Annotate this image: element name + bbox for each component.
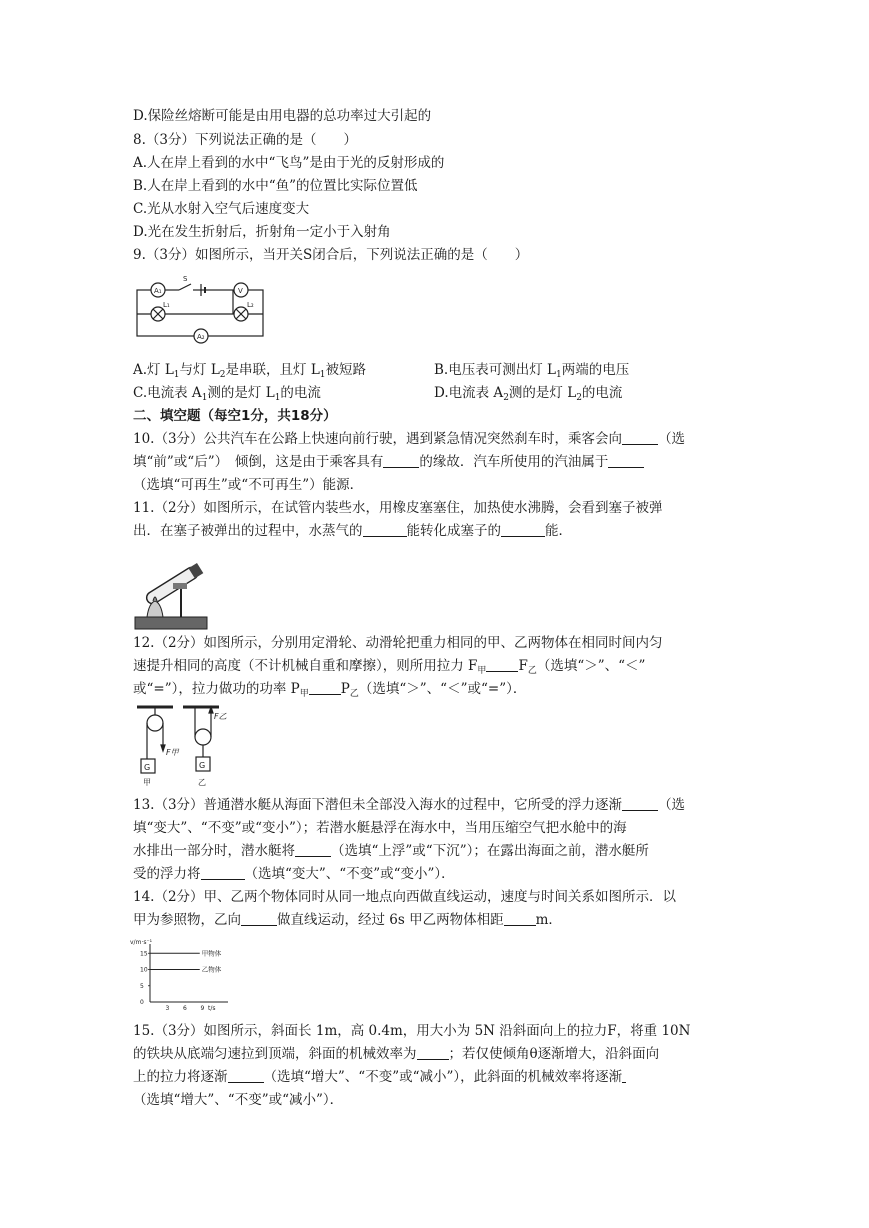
svg-text:G: G xyxy=(144,763,151,772)
q15-line1: 15.（3分）如图所示，斜面长 1m，高 0.4m，用大小为 5N 沿斜面向上的拉力F，将重 10N xyxy=(133,1023,691,1039)
q14-line2: 甲为参照物，乙向 做直线运动，经过 6s 甲乙两物体相距 m． xyxy=(133,912,562,928)
answer-blank xyxy=(486,657,518,672)
q12-line1: 12.（2分）如图所示，分别用定滑轮、动滑轮把重力相同的甲、乙两物体在相同时间内匀 xyxy=(133,635,663,651)
answer-blank xyxy=(309,680,341,695)
velocity-time-chart xyxy=(128,936,248,1016)
chart-y-tick-label: 5 xyxy=(140,982,144,990)
q10-line2: 填“前”或“后”） 倾倒，这是由于乘客具有 的缘故．汽车所使用的汽油属于 xyxy=(133,451,644,473)
answer-blank xyxy=(622,1068,626,1083)
q10-line3: （选填“可再生”或“不可再生”）能源． xyxy=(133,477,364,493)
pulley-figure xyxy=(133,703,233,789)
circuit-diagram xyxy=(133,272,273,348)
q9-stem: 9.（3分）如图所示，当开关S闭合后，下列说法正确的是（ ） xyxy=(133,247,529,263)
chart-x-tick-label: 3 xyxy=(165,1005,170,1012)
answer-blank xyxy=(363,522,407,537)
q8-option-c: C.光从水射入空气后速度变大 xyxy=(133,201,310,217)
q9-option-a: A.灯 $L_1$与灯 $L_2$是串联，且灯 $L_1$被短路 xyxy=(133,362,367,380)
q15-line2: 的铁块从底端匀速拉到顶端，斜面的机械效率为 ；若仅使倾角θ逐渐增大，沿斜面向 xyxy=(133,1046,660,1062)
svg-text:L₂: L₂ xyxy=(247,301,254,309)
q12-line2: 速提升相同的高度（不计机械自重和摩擦），则所用拉力 $F_甲$ $F_乙$（选填“＞”、“＜” xyxy=(133,658,646,676)
answer-blank xyxy=(201,865,245,880)
q8-option-a: A.人在岸上看到的水中“飞鸟”是由于光的反射形成的 xyxy=(133,155,445,171)
svg-text:F甲: F甲 xyxy=(166,748,179,757)
q15-line4: （选填“增大”、“不变”或“减小”）． xyxy=(133,1092,344,1108)
q15-line3: 上的拉力将逐渐 （选填“增大”、“不变”或“减小”），此斜面的机械效率将逐渐 xyxy=(133,1066,626,1088)
q13-line1: 13.（3分）普通潜水艇从海面下潜但未全部没入海水的过程中，它所受的浮力逐渐 （选 xyxy=(133,797,686,813)
svg-text:L₁: L₁ xyxy=(163,301,170,309)
answer-blank xyxy=(622,430,658,445)
q11-line1: 11.（2分）如图所示，在试管内装些水，用橡皮塞塞住，加热使水沸腾，会看到塞子被弹 xyxy=(133,500,663,516)
q9-option-b: B.电压表可测出灯 $L_1$两端的电压 xyxy=(434,362,630,380)
chart-series-label: 甲物体 xyxy=(201,949,222,958)
chart-y-axis-label: v/m·s⁻¹ xyxy=(130,939,153,946)
answer-blank xyxy=(295,842,331,857)
q14-line1: 14.（2分）甲、乙两个物体同时从同一地点向西做直线运动，速度与时间关系如图所示．以 xyxy=(133,889,677,905)
q8-stem: 8.（3分）下列说法正确的是（ ） xyxy=(133,132,357,148)
section-title: 二、填空题（每空1分，共18分） xyxy=(133,408,337,424)
svg-text:乙: 乙 xyxy=(198,778,206,787)
answer-blank xyxy=(622,796,658,811)
answer-blank xyxy=(417,1045,449,1060)
svg-text:V: V xyxy=(238,287,243,295)
chart-x-tick-label: 6 xyxy=(183,1005,187,1012)
answer-blank xyxy=(504,911,536,926)
q13-line4: 受的浮力将 （选填“变大”、“不变”或“变小”）． xyxy=(133,866,455,882)
svg-text:甲: 甲 xyxy=(143,778,151,787)
chart-x-axis-label: t/s xyxy=(208,1005,216,1012)
svg-text:A₁: A₁ xyxy=(154,287,162,295)
svg-text:F乙: F乙 xyxy=(214,712,227,721)
svg-text:S: S xyxy=(183,275,188,283)
q9-option-d: D.电流表 $A_2$测的是灯 $L_2$的电流 xyxy=(434,385,623,403)
q11-line2: 出．在塞子被弹出的过程中，水蒸气的 能转化成塞子的 能． xyxy=(133,523,572,539)
chart-y-tick-label: 15 xyxy=(140,950,148,958)
q13-line2: 填“变大”、“不变”或“变小”）；若潜水艇悬浮在海水中，当用压缩空气把水舱中的海 xyxy=(133,820,627,836)
q9-option-c: C.电流表 $A_1$测的是灯 $L_1$的电流 xyxy=(133,385,321,403)
answer-blank xyxy=(241,911,277,926)
q10-line1: 10.（3分）公共汽车在公路上快速向前行驶，遇到紧急情况突然刹车时，乘客会向 （选 xyxy=(133,431,686,447)
svg-text:G: G xyxy=(199,761,206,770)
q13-line3: 水排出一部分时，潜水艇将 （选填“上浮”或“下沉”）；在露出海面之前，潜水艇所 xyxy=(133,843,649,859)
q7-option-d: D.保险丝熔断可能是由用电器的总功率过大引起的 xyxy=(133,108,432,124)
answer-blank xyxy=(228,1068,264,1083)
answer-blank xyxy=(608,453,644,468)
chart-y-tick-label: 10 xyxy=(140,966,148,974)
chart-series-label: 乙物体 xyxy=(201,965,222,974)
test-tube-heating-figure xyxy=(133,545,213,631)
q8-option-b: B.人在岸上看到的水中“鱼”的位置比实际位置低 xyxy=(133,178,418,194)
chart-x-tick-label: 9 xyxy=(200,1005,205,1012)
q12-line3: 或“=”），拉力做功的功率 $P_甲$ $P_乙$（选填“＞”、“＜”或“=”）． xyxy=(133,681,527,699)
chart-y-tick-label: 0 xyxy=(140,999,144,1006)
answer-blank xyxy=(501,522,545,537)
answer-blank xyxy=(383,453,419,468)
q8-option-d: D.光在发生折射后，折射角一定小于入射角 xyxy=(133,224,391,240)
svg-text:A₂: A₂ xyxy=(197,333,205,341)
